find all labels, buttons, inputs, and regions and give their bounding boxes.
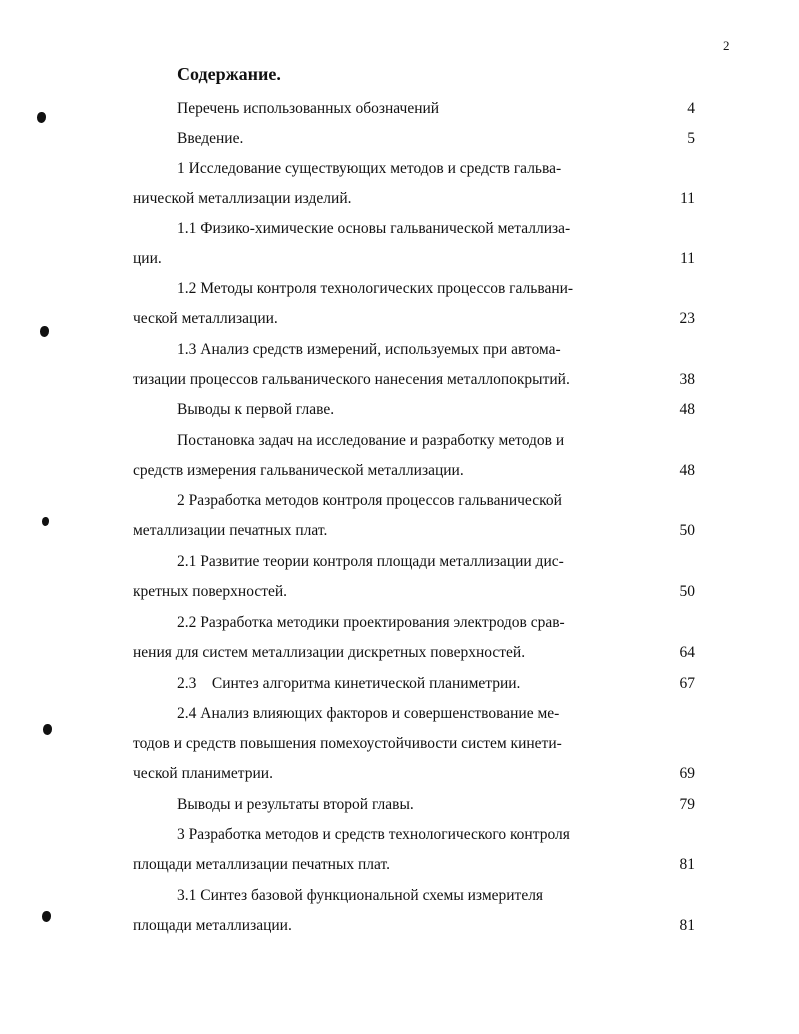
toc-line: Введение.	[177, 130, 244, 147]
toc-line: средств измерения гальванической металлизации.	[133, 462, 464, 479]
toc-line: 3.1 Синтез базовой функциональной схемы измерителя	[177, 887, 544, 904]
toc-line: кретных поверхностей.	[133, 583, 288, 600]
toc-line: 1.2 Методы контроля технологических процессов гальвани-	[177, 280, 574, 297]
toc-line: Выводы к первой главе.	[177, 401, 335, 418]
toc-line: ции.	[133, 250, 162, 267]
toc-page: 79	[679, 796, 695, 813]
toc-line: нической металлизации изделий.	[133, 190, 352, 207]
toc-page: 50	[679, 522, 695, 539]
binder-hole-mark	[43, 724, 52, 735]
toc-line: площади металлизации печатных плат.	[133, 856, 391, 873]
toc-page: 11	[680, 250, 695, 267]
toc-page: 5	[687, 130, 695, 147]
toc-page: 48	[679, 462, 695, 479]
toc-page: 69	[679, 765, 695, 782]
toc-page: 67	[679, 675, 695, 692]
toc-page: 4	[687, 100, 695, 117]
toc-page: 81	[679, 856, 695, 873]
toc-line: металлизации печатных плат.	[133, 522, 328, 539]
toc-line: Перечень использованных обозначений	[177, 100, 440, 117]
toc-line: 2.2 Разработка методики проектирования электродов срав-	[177, 614, 565, 631]
toc-line: нения для систем металлизации дискретных поверхностей.	[133, 644, 526, 661]
toc-page: 81	[679, 917, 695, 934]
binder-hole-mark	[40, 326, 49, 337]
toc-line: тодов и средств повышения помехоустойчивости систем кинети-	[133, 735, 562, 752]
toc-line: 2.3 Синтез алгоритма кинетической планиметрии.	[177, 675, 521, 692]
page-title: Содержание.	[177, 64, 281, 84]
toc-line: 1.3 Анализ средств измерений, используемых при автома-	[177, 341, 561, 358]
toc-line: площади металлизации.	[133, 917, 292, 934]
binder-hole-mark	[37, 112, 46, 123]
toc-line: 3 Разработка методов и средств технологического контроля	[177, 826, 570, 843]
toc-page: 64	[679, 644, 695, 661]
toc-page: 11	[680, 190, 695, 207]
toc-page: 38	[679, 371, 695, 388]
binder-hole-mark	[42, 517, 49, 526]
toc-line: ческой планиметрии.	[133, 765, 273, 782]
toc-page: 50	[679, 583, 695, 600]
toc-page: 23	[679, 310, 695, 327]
toc-line: Постановка задач на исследование и разработку методов и	[177, 432, 565, 449]
toc-page: 48	[679, 401, 695, 418]
binder-hole-mark	[42, 911, 51, 922]
toc-line: 1.1 Физико-химические основы гальванической металлиза-	[177, 220, 571, 237]
toc-line: 1 Исследование существующих методов и средств гальва-	[177, 160, 562, 177]
toc-line: 2.1 Развитие теории контроля площади металлизации дис-	[177, 553, 564, 570]
toc-line: 2 Разработка методов контроля процессов гальванической	[177, 492, 562, 509]
page-number: 2	[723, 38, 730, 53]
toc-line: 2.4 Анализ влияющих факторов и совершенствование ме-	[177, 705, 560, 722]
toc-line: ческой металлизации.	[133, 310, 278, 327]
toc-line: тизации процессов гальванического нанесения металлопокрытий.	[133, 371, 570, 388]
toc-line: Выводы и результаты второй главы.	[177, 796, 414, 813]
